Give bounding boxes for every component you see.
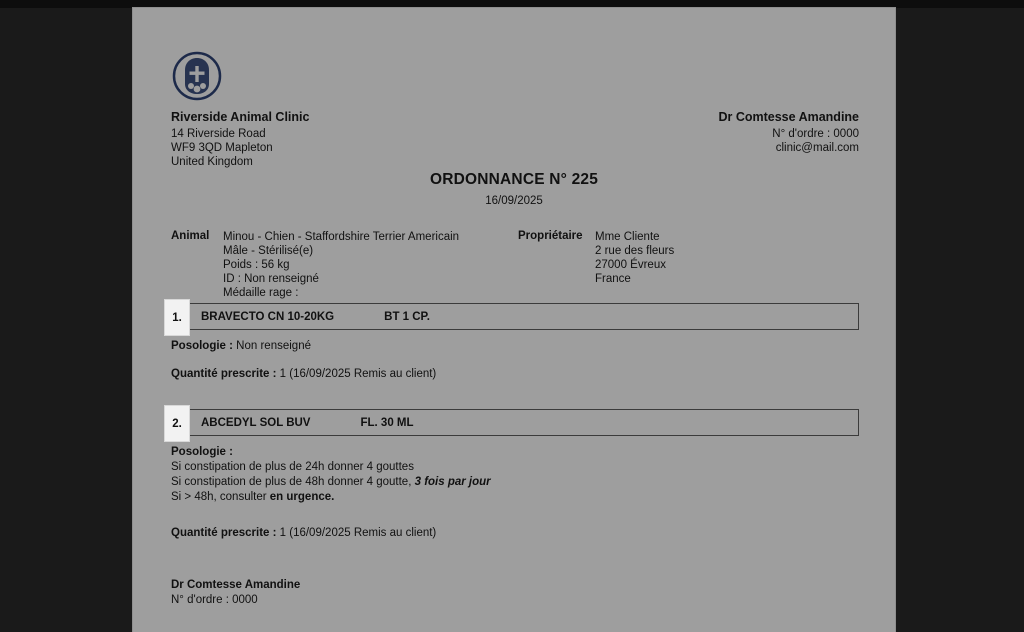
quantity-label: Quantité prescrite :: [171, 368, 277, 380]
prescription-item: [164, 409, 859, 539]
clinic-header: [171, 110, 309, 169]
prescription-number-badge: 1.: [164, 299, 190, 336]
owner-line: 2 rue des fleurs: [595, 245, 675, 257]
doctor-order-number: N° d'ordre : 0000: [772, 128, 859, 140]
quantity-value: 1 (16/09/2025 Remis au client): [276, 368, 437, 380]
owner-line: Mme Cliente: [595, 231, 660, 243]
quantity-value: 1 (16/09/2025 Remis au client): [276, 527, 437, 539]
signature-doctor-name: Dr Comtesse Amandine: [171, 579, 301, 591]
prescription-pack: FL. 30 ML: [360, 416, 414, 429]
owner-label: Propriétaire: [518, 230, 583, 242]
posology-line-emphasis: 3 fois par jour: [414, 476, 491, 488]
animal-line: ID : Non renseigné: [223, 273, 319, 285]
window-top-bar: [0, 0, 1024, 8]
owner-info: [595, 230, 674, 286]
prescription-drug-name: BRAVECTO CN 10-20KG: [201, 310, 335, 323]
animal-line: Poids : 56 kg: [223, 259, 290, 271]
animal-info: [223, 230, 459, 300]
animal-line: Médaille rage :: [223, 287, 299, 299]
owner-line: France: [595, 273, 631, 285]
prescription-number-badge: 2.: [164, 405, 190, 442]
document-date: 16/09/2025: [485, 195, 543, 207]
clinic-address-line-3: United Kingdom: [171, 156, 253, 168]
posology-label: Posologie :: [171, 446, 233, 458]
prescription-header: [164, 303, 859, 330]
prescription-page: [133, 8, 895, 632]
prescription-posology: [171, 445, 859, 505]
prescription-quantity: [171, 368, 859, 380]
clinic-address-line-1: 14 Riverside Road: [171, 128, 266, 140]
prescription-pack: BT 1 CP.: [384, 310, 430, 323]
quantity-label: Quantité prescrite :: [171, 527, 277, 539]
prescription-item: [164, 303, 859, 380]
posology-line: [171, 490, 859, 505]
signature-order-number: N° d'ordre : 0000: [171, 594, 258, 606]
prescription-quantity: [171, 527, 859, 539]
clinic-address-line-2: WF9 3QD Mapleton: [171, 142, 273, 154]
posology-line-emphasis: en urgence.: [269, 491, 335, 503]
page-content: [133, 8, 895, 632]
animal-line: Minou - Chien - Staffordshire Terrier Americain: [223, 231, 460, 243]
doctor-email: clinic@mail.com: [775, 142, 859, 154]
signature-block: [171, 578, 300, 608]
prescription-header: [164, 409, 859, 436]
clinic-logo-icon: [171, 50, 223, 102]
posology-line-text: Si > 48h, consulter: [171, 491, 270, 503]
doctor-header: [718, 110, 859, 155]
animal-line: Mâle - Stérilisé(e): [223, 245, 314, 257]
prescription-posology: [171, 339, 859, 354]
owner-line: 27000 Évreux: [595, 259, 666, 271]
clinic-name: Riverside Animal Clinic: [171, 110, 310, 124]
posology-line-text: Si constipation de plus de 48h donner 4 goutte,: [171, 476, 415, 488]
animal-label: Animal: [171, 230, 210, 242]
posology-label: Posologie :: [171, 340, 233, 352]
doctor-name: Dr Comtesse Amandine: [718, 110, 859, 124]
posology-line: Si constipation de plus de 24h donner 4 gouttes: [171, 461, 414, 473]
posology-line: [171, 475, 859, 490]
prescription-drug-name: ABCEDYL SOL BUV: [201, 416, 311, 429]
page-title: ORDONNANCE N° 225: [429, 171, 599, 188]
posology-value: Non renseigné: [232, 340, 311, 352]
